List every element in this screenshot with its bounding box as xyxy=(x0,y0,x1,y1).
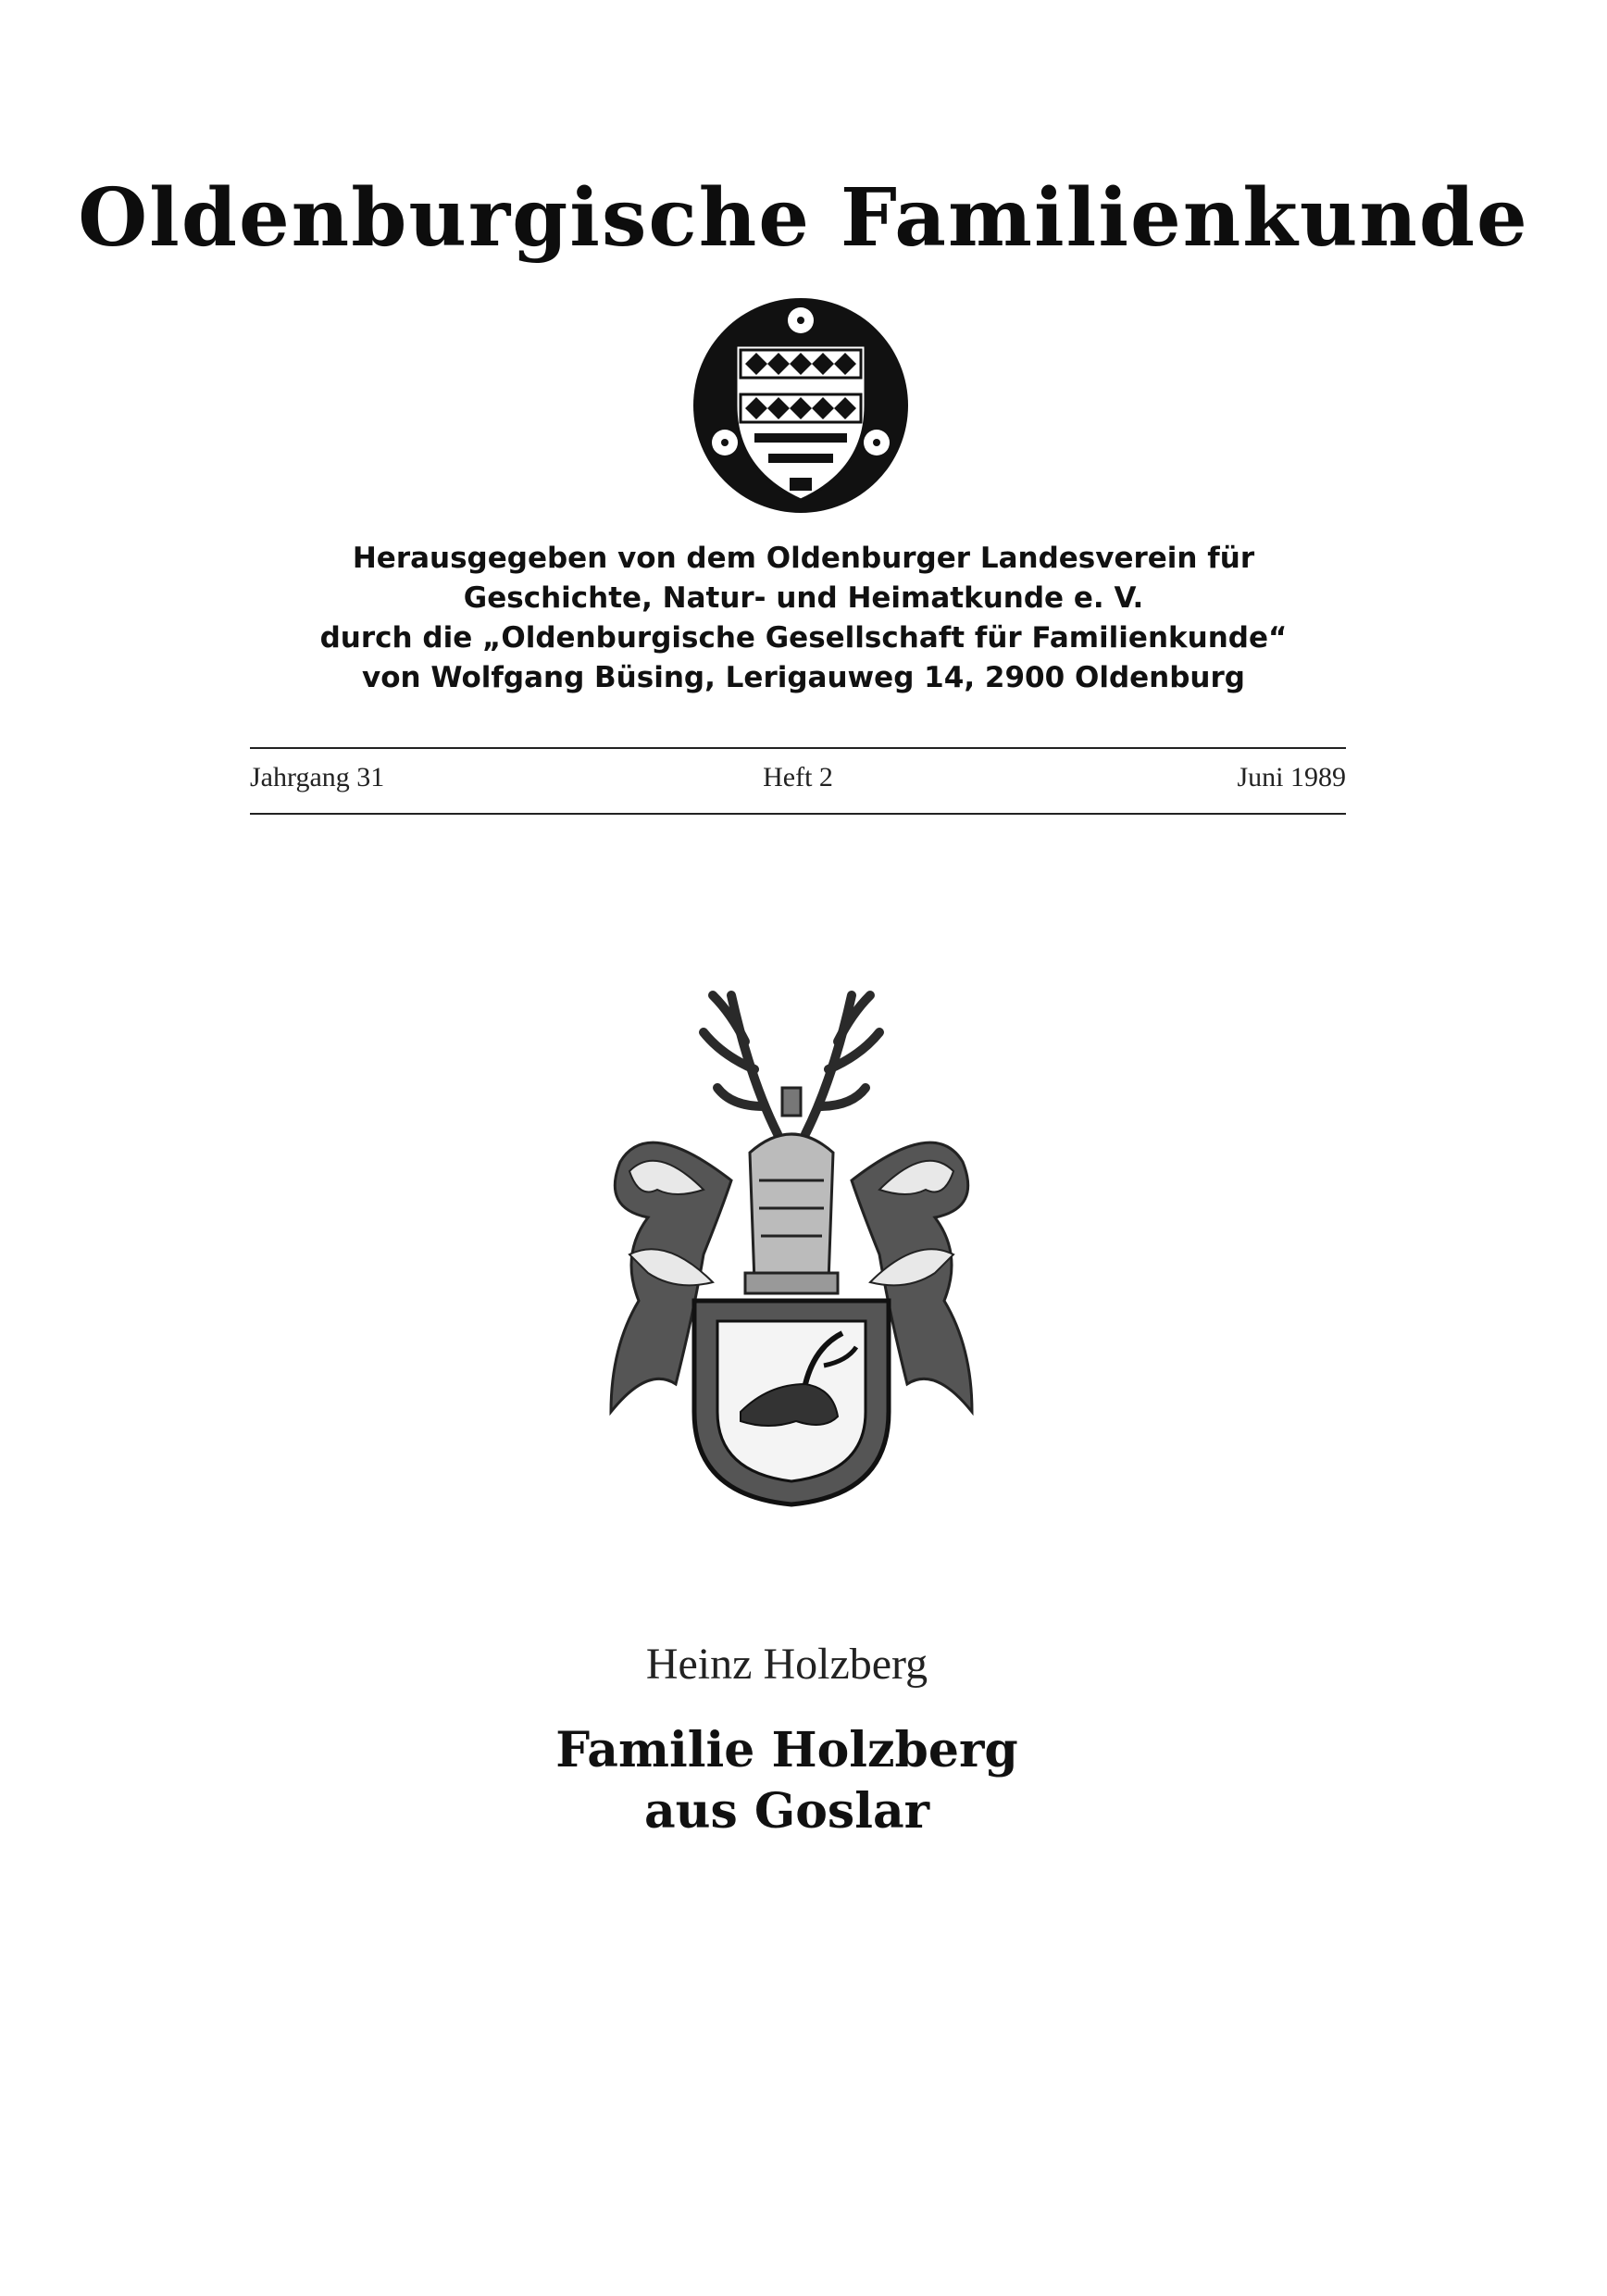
article-title-line: Familie Holzberg xyxy=(555,1722,1018,1778)
issue-bottom-rule xyxy=(250,813,1346,815)
publisher-line: von Wolfgang Büsing, Lerigauweg 14, 2900 Oldenburg xyxy=(362,661,1245,694)
issue-info-row xyxy=(250,762,1346,799)
issue-volume: Jahrgang 31 xyxy=(250,762,385,792)
family-coat-of-arms-icon xyxy=(592,977,990,1514)
society-emblem-icon xyxy=(690,294,912,517)
publisher-statement xyxy=(0,539,1607,698)
issue-top-rule xyxy=(250,747,1346,749)
publisher-line: durch die „Oldenburgische Gesellschaft für Familienkunde“ xyxy=(319,621,1288,655)
publisher-line: Geschichte, Natur- und Heimatkunde e. V. xyxy=(463,581,1144,615)
article-title-line: aus Goslar xyxy=(643,1783,930,1840)
journal-masthead-title: Oldenburgische Familienkunde xyxy=(78,171,1529,265)
issue-date: Juni 1989 xyxy=(1237,762,1346,792)
issue-number: Heft 2 xyxy=(763,762,833,792)
article-title xyxy=(0,1720,1574,1842)
publisher-line: Herausgegeben von dem Oldenburger Landesverein für xyxy=(352,542,1255,575)
article-author: Heinz Holzberg xyxy=(645,1640,928,1689)
